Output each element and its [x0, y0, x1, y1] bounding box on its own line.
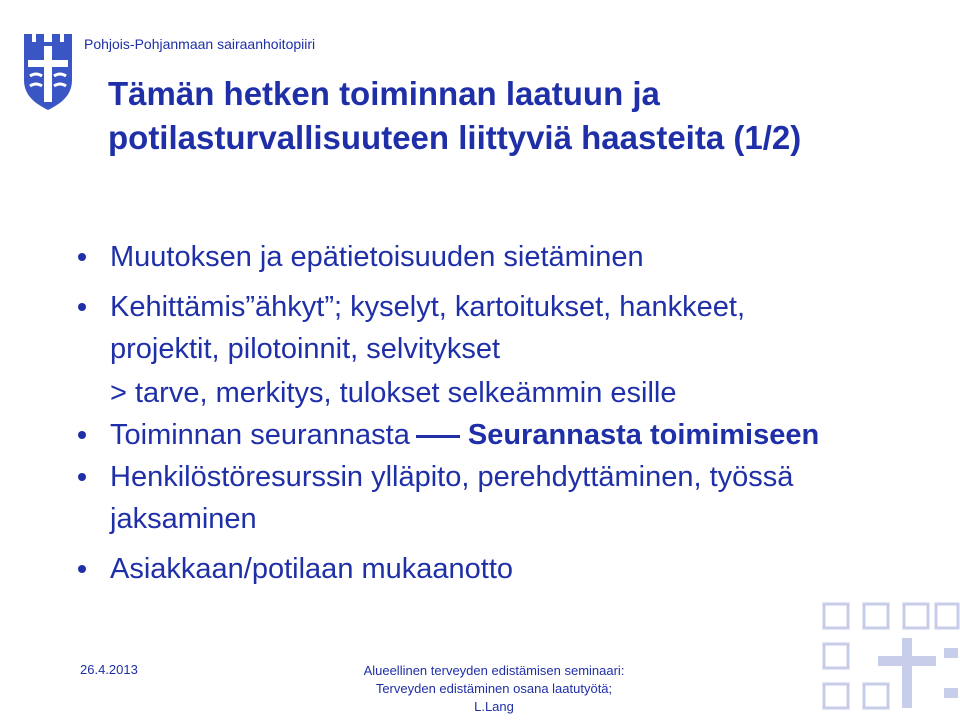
bullet-text-continuation: jaksaminen [110, 503, 257, 535]
bullet-item [110, 286, 910, 370]
bullet-dot [78, 473, 86, 481]
bullet-text-continuation: projektit, pilotoinnit, selvitykset [110, 333, 501, 365]
hospital-district-logo [22, 34, 74, 110]
bullet-dot [78, 253, 86, 261]
title-line: potilasturvallisuuteen liittyviä haasteita (1/2) [108, 119, 802, 156]
title-line: Tämän hetken toiminnan laatuun ja [108, 75, 660, 112]
bullet-dot [78, 565, 86, 573]
bullet-text: Kehittämis”ähkyt”; kyselyt, kartoitukset, hankkeet, [110, 291, 746, 323]
bullet-dot [78, 431, 86, 439]
bullet-item [110, 456, 910, 540]
bullet-item [110, 414, 910, 456]
footer-line: Terveyden edistäminen osana laatutyötä; [375, 681, 613, 696]
bullet-text: Asiakkaan/potilaan mukaanotto [110, 553, 514, 585]
bullet-text-emphasis: Seurannasta toimimiseen [467, 419, 820, 451]
footer-date: 26.4.2013 [80, 662, 138, 677]
bullet-list [110, 236, 910, 590]
bullet-text: Muutoksen ja epätietoisuuden sietäminen [110, 241, 644, 273]
bullet-subline [110, 372, 910, 414]
decorative-cross-pattern [816, 598, 960, 720]
bullet-text: > tarve, merkitys, tulokset selkeämmin esille [110, 377, 677, 409]
bullet-text: Henkilöstöresurssin ylläpito, perehdyttäminen, työssä [110, 461, 794, 493]
bullet-item [110, 236, 910, 278]
footer-author: L.Lang [474, 699, 514, 714]
footer-event-info [300, 662, 688, 716]
footer-line: Alueellinen terveyden edistämisen seminaari: [363, 663, 625, 678]
dash-separator [416, 435, 460, 438]
bullet-text: Toiminnan seurannasta [110, 419, 410, 451]
bullet-dot [78, 303, 86, 311]
bullet-item [110, 548, 910, 590]
slide-title [108, 72, 928, 160]
organization-name: Pohjois-Pohjanmaan sairaanhoitopiiri [84, 36, 316, 52]
